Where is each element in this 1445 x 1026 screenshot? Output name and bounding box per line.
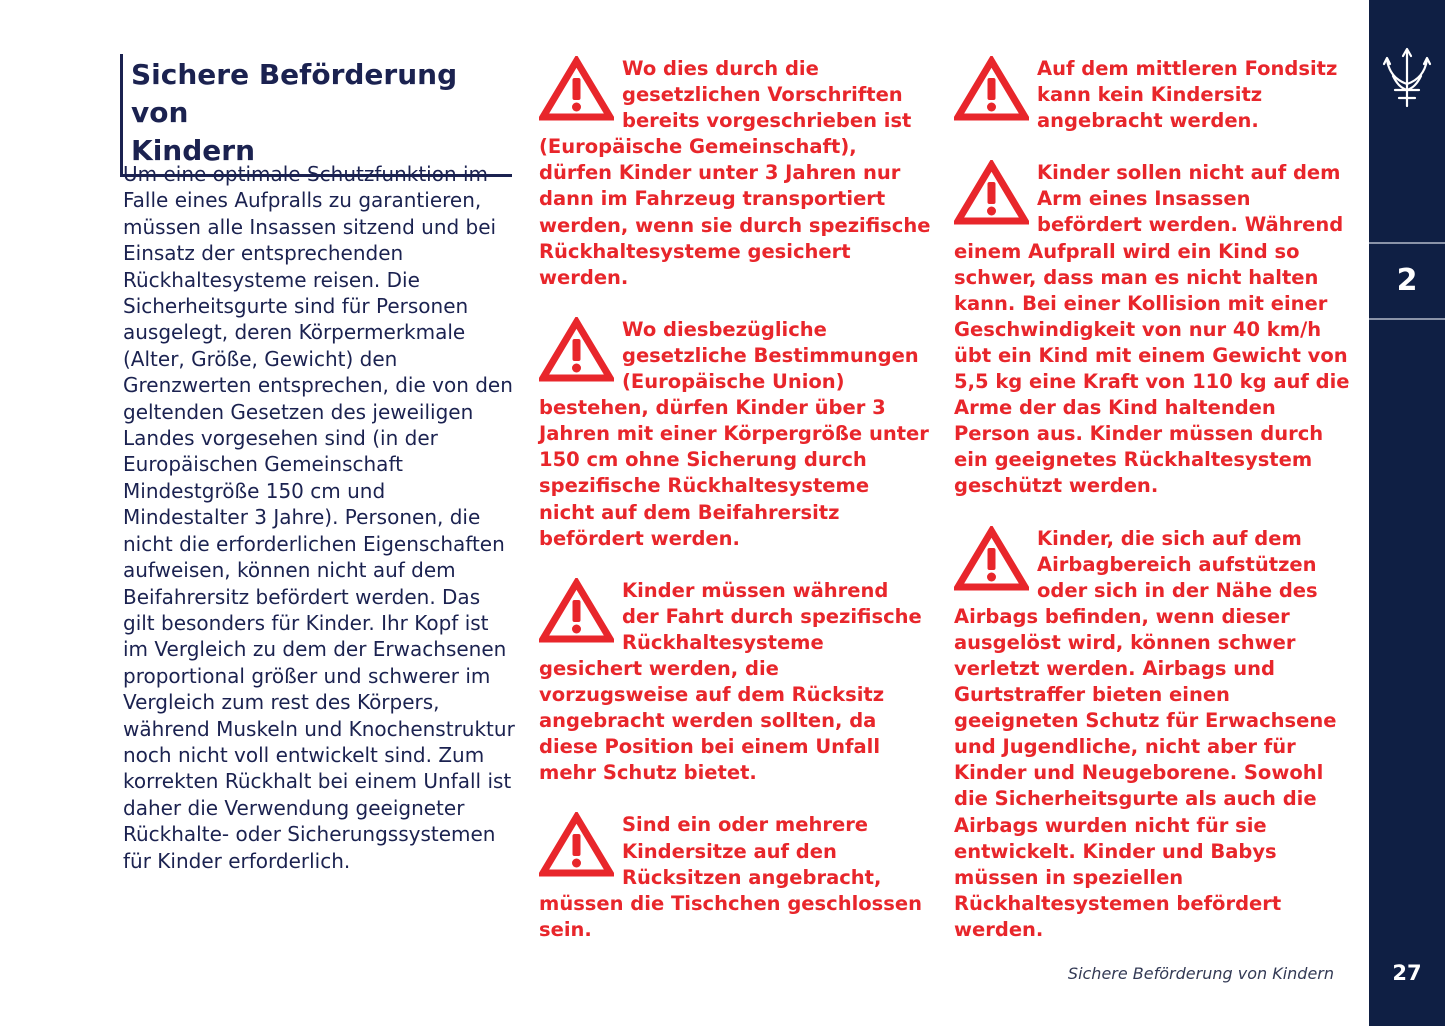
warning-block (539, 317, 931, 552)
title-line-2: Kindern (131, 134, 256, 167)
warning-triangle-icon (539, 56, 614, 122)
warning-triangle-icon (954, 56, 1029, 122)
footer-running-title: Sichere Beförderung von Kindern (1067, 964, 1334, 983)
warning-text: Wo dies durch die gesetzlichen Vorschriften bereits vorgeschrieben ist (Europäische Gemeinschaft), dürfen Kinder unter 3 Jahren nur dann im Fahrzeug transportiert werden, wenn sie durch spezifische Rückhaltesysteme gesichert werden. (539, 57, 931, 289)
section-title-block (120, 54, 512, 177)
chapter-sidebar (1369, 0, 1445, 1026)
chapter-number: 2 (1369, 242, 1445, 320)
page-title (131, 56, 512, 170)
warnings-right-column (954, 56, 1350, 943)
page-number: 27 (1392, 961, 1422, 985)
warning-text: Kinder, die sich auf dem Airbagbereich aufstützen oder sich in der Nähe des Airbags befinden, wenn dieser ausgelöst wird, können schwer verletzt werden. Airbags und Gurtstraffer bieten einen geeigneten Schutz für Erwachsene und Jugendliche, nicht aber für Kinder und Neugeborene. Sowohl die Sicherheitsgurte als auch die Airbags wurden nicht für sie entwickelt. Kinder und Babys müssen in speziellen Rückhaltesystemen befördert werden. (954, 526, 1337, 941)
title-line-1: Sichere Beförderung von (131, 58, 458, 129)
warnings-middle-column (539, 56, 931, 943)
warning-triangle-icon (954, 160, 1029, 226)
warning-block (539, 812, 931, 942)
intro-paragraph: Um eine optimale Schutzfunktion im Falle eines Aufpralls zu garantieren, müssen alle Insassen sitzend und bei Einsatz der entsprechenden Rückhaltesysteme reisen. Die Sicherheitsgurte sind für Personen ausgelegt, deren Körpermerkmale (Alter, Größe, Gewicht) den Grenzwerten entsprechen, die von den geltenden Gesetzen des jeweiligen Landes vorgesehen sind (in der Europäischen Gemeinschaft Mindestgröße 150 cm und Mindestalter 3 Jahre). Personen, die nicht die erforderlichen Eigenschaften aufweisen, können nicht auf dem Beifahrersitz befördert werden. Das gilt besonders für Kinder. Ihr Kopf ist im Vergleich zu dem der Erwachsenen proportional größer und schwerer im Vergleich zum rest des Körpers, während Muskeln und Knochenstruktur noch nicht voll entwickelt sind. Zum korrekten Rückhalt bei einem Unfall ist daher die Verwendung geeigneter Rückhalte- oder Sicherungssystemen für Kinder erforderlich. (123, 162, 515, 873)
warning-block (954, 56, 1350, 134)
warning-text: Wo diesbezügliche gesetzliche Bestimmungen (Europäische Union) bestehen, dürfen Kinder über 3 Jahren mit einer Körpergröße unter 150 cm ohne Sicherung durch spezifische Rückhaltesysteme nicht auf dem Beifahrersitz befördert werden. (539, 317, 929, 550)
warning-text: Kinder müssen während der Fahrt durch spezifische Rückhaltesysteme gesichert werden, die vorzugsweise auf dem Rücksitz angebracht werden sollten, da diese Position bei einem Unfall mehr Schutz bietet. (539, 578, 922, 785)
warning-block (954, 160, 1350, 499)
trident-icon (1379, 46, 1435, 110)
warning-text: Sind ein oder mehrere Kindersitze auf den Rücksitzen angebracht, müssen die Tischchen geschlossen sein. (539, 813, 922, 941)
warning-triangle-icon (539, 578, 614, 644)
warning-text: Auf dem mittleren Fondsitz kann kein Kindersitz angebracht werden. (1037, 57, 1338, 133)
warning-triangle-icon (539, 812, 614, 878)
warning-block (539, 578, 931, 787)
warning-block (539, 56, 931, 291)
warning-text: Kinder sollen nicht auf dem Arm eines Insassen befördert werden. Während einem Aufprall wird ein Kind so schwer, dass man es nicht halten kann. Bei einer Kollision mit einer Geschwindigkeit von nur 40 km/h übt ein Kind mit einem Gewicht von 5,5 kg eine Kraft von 110 kg auf die Arme der das Kind haltenden Person aus. Kinder müssen durch ein geeignetes Rückhaltesystem geschützt werden. (954, 161, 1350, 498)
warning-triangle-icon (954, 526, 1029, 592)
warning-triangle-icon (539, 317, 614, 383)
warning-block (954, 526, 1350, 944)
